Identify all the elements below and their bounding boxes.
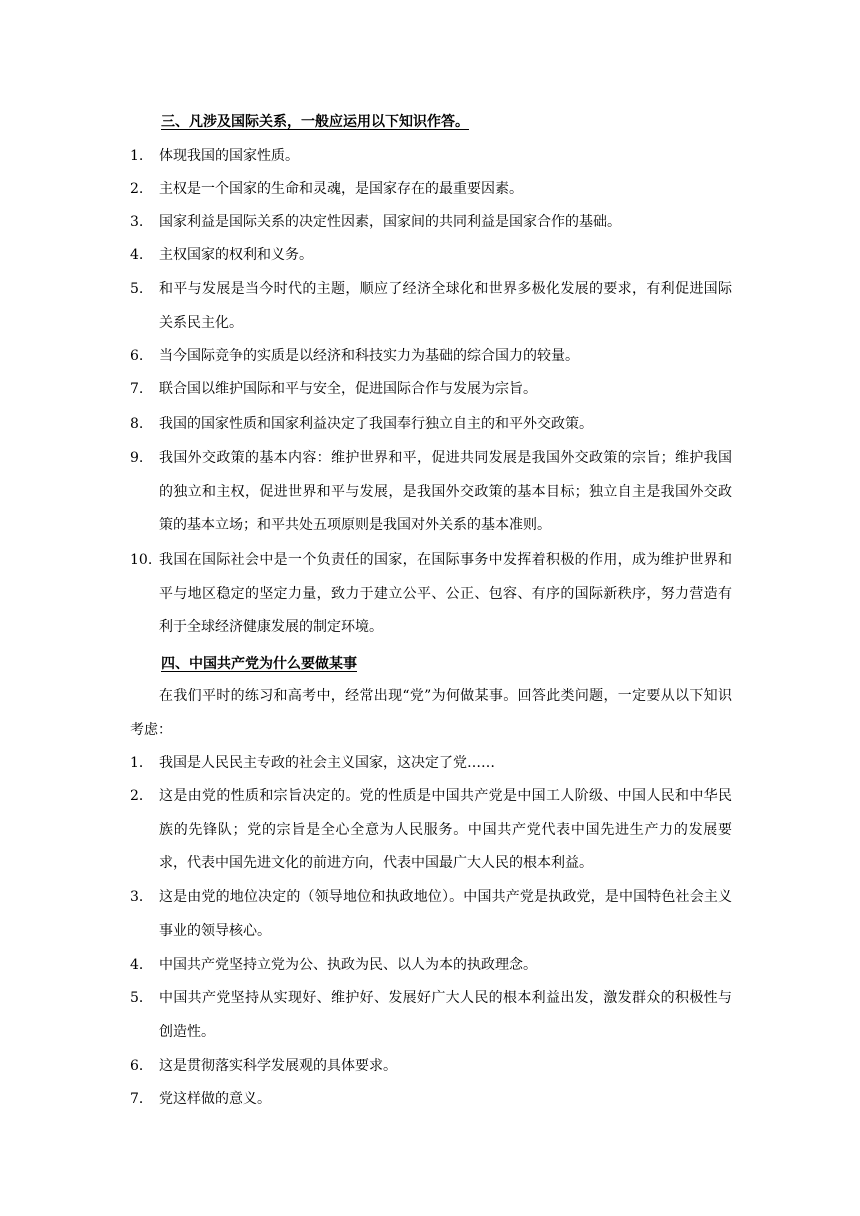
list-item (130, 780, 732, 881)
list-item (130, 373, 732, 407)
list-item-text: 我国外交政策的基本内容：维护世界和平，促进共同发展是我国外交政策的宗旨；维护我国的独立和主权，促进世界和平与发展，是我国外交政策的基本目标；独立自主是我国外交政策的基本立场；和平共处五项原则是我国对外关系的基本准则。 (159, 450, 732, 533)
list-item-number: 5． (130, 990, 153, 1006)
list-item-text: 这是由党的地位决定的（领导地位和执政地位）。中国共产党是执政党，是中国特色社会主义事业的领导核心。 (159, 889, 732, 939)
list-item-text: 主权国家的权利和义务。 (159, 247, 313, 263)
list-item-text: 这是贯彻落实科学发展观的具体要求。 (159, 1058, 397, 1074)
list-item (130, 206, 732, 240)
list-item-number: 8. (130, 416, 144, 432)
list-item-number: 6． (130, 1058, 153, 1074)
list-item-number: 7． (130, 1091, 153, 1107)
list-item-text: 国家利益是国际关系的决定性因素，国家间的共同利益是国家合作的基础。 (159, 214, 621, 230)
section-4-heading: 四、中国共产党为什么要做某事 (161, 656, 357, 672)
list-item-text: 和平与发展是当今时代的主题，顺应了经济全球化和世界多极化发展的要求，有利促进国际关系民主化。 (159, 281, 732, 331)
list-item-number: 2． (130, 788, 153, 804)
list-item (130, 544, 732, 645)
list-item (130, 408, 732, 442)
list-item-text: 这是由党的性质和宗旨决定的。党的性质是中国共产党是中国工人阶级、中国人民和中华民族的先锋队；党的宗旨是全心全意为人民服务。中国共产党代表中国先进生产力的发展要求，代表中国先进文化的前进方向，代表中国最广大人民的根本利益。 (159, 788, 732, 871)
list-item (130, 881, 732, 948)
list-item-text: 我国的国家性质和国家利益决定了我国奉行独立自主的和平外交政策。 (159, 416, 593, 432)
list-item-number: 4. (130, 247, 144, 263)
list-item-text: 党这样做的意义。 (159, 1091, 271, 1107)
list-item (130, 239, 732, 273)
list-item (130, 173, 732, 207)
list-item-number: 2. (130, 181, 144, 197)
list-item (130, 982, 732, 1049)
list-item-number: 10. (130, 552, 153, 568)
list-item-number: 4． (130, 957, 153, 973)
list-item (130, 442, 732, 543)
list-item-text: 体现我国的国家性质。 (159, 148, 299, 164)
list-item (130, 1083, 732, 1117)
list-item-number: 9. (130, 450, 144, 466)
section-3-heading: 三、凡涉及国际关系，一般应运用以下知识作答。 (161, 114, 469, 130)
list-item-text: 当今国际竞争的实质是以经济和科技实力为基础的综合国力的较量。 (159, 348, 579, 364)
list-item-number: 1． (130, 755, 153, 771)
list-item (130, 140, 732, 174)
list-item (130, 949, 732, 983)
list-item-text: 中国共产党坚持立党为公、执政为民、以人为本的执政理念。 (159, 957, 537, 973)
list-item-text: 我国是人民民主专政的社会主义国家，这决定了党…… (159, 755, 495, 771)
list-item-number: 6. (130, 348, 144, 364)
list-item-number: 5. (130, 281, 144, 297)
list-item-text: 联合国以维护国际和平与安全，促进国际合作与发展为宗旨。 (159, 381, 537, 397)
list-item (130, 1050, 732, 1084)
intro-paragraph: 在我们平时的练习和高考中，经常出现“党”为何做某事。回答此类问题，一定要从以下知识考虑： (130, 688, 732, 738)
list-item-number: 1. (130, 148, 144, 164)
list-item-text: 中国共产党坚持从实现好、维护好、发展好广大人民的根本利益出发，激发群众的积极性与创造性。 (159, 990, 732, 1040)
list-item-number: 3． (130, 889, 153, 905)
list-item-text: 主权是一个国家的生命和灵魂，是国家存在的最重要因素。 (159, 181, 523, 197)
list-item-text: 我国在国际社会中是一个负责任的国家，在国际事务中发挥着积极的作用，成为维护世界和平与地区稳定的坚定力量，致力于建立公平、公正、包容、有序的国际新秩序，努力营造有利于全球经济健康发展的制定环境。 (159, 552, 732, 635)
list-item-number: 3. (130, 214, 144, 230)
list-item-number: 7. (130, 381, 144, 397)
list-item (130, 747, 732, 781)
list-item (130, 273, 732, 340)
list-item (130, 340, 732, 374)
